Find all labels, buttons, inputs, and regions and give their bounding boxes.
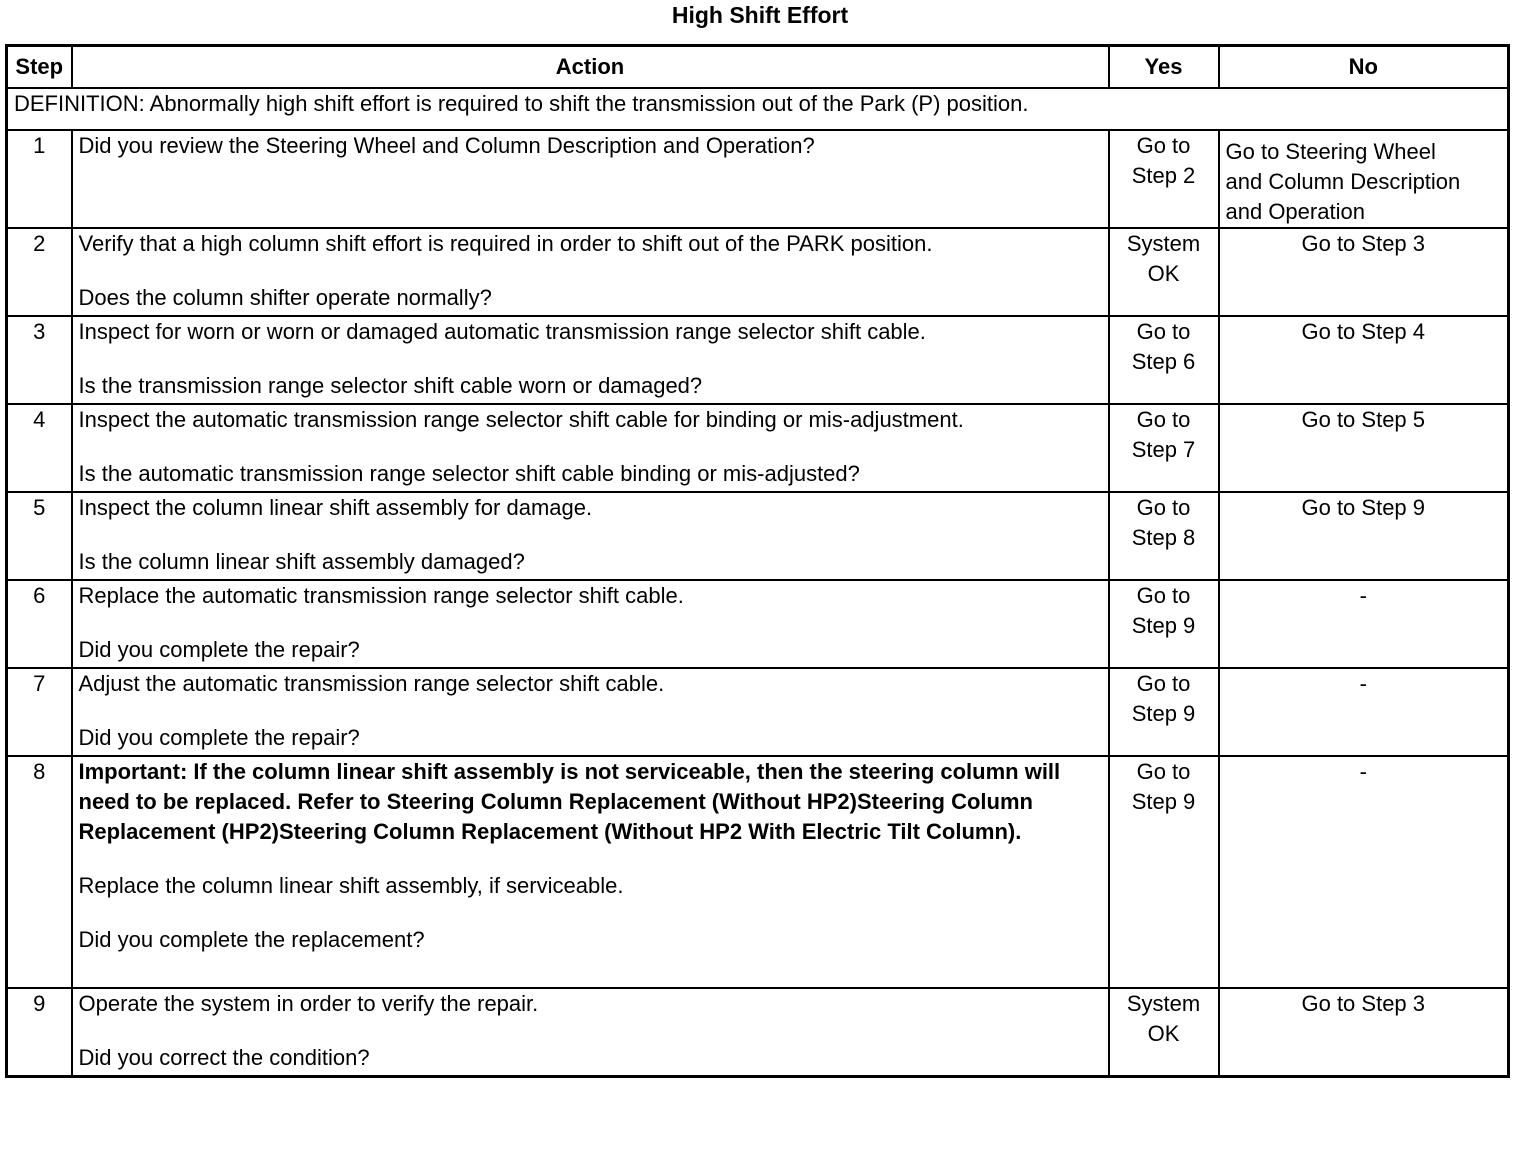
no-text: Go to Step 4 [1301, 319, 1426, 344]
table-row [7, 228, 1509, 316]
table-row [7, 668, 1509, 756]
table-row [7, 130, 1509, 228]
table-row [7, 316, 1509, 404]
action-question: Is the transmission range selector shift cable worn or damaged? [78, 373, 703, 398]
step-number: 1 [7, 130, 72, 228]
action-question: Does the column shifter operate normally? [78, 285, 492, 310]
definition-text: DEFINITION: Abnormally high shift effort is required to shift the transmission out of the Park (P) position. [7, 88, 1509, 130]
no-text: and Operation [1225, 199, 1365, 224]
important-notice: Important: If the column linear shift assembly is not serviceable, then the steering column will need to be replaced. Refer to Steering Column Replacement (Without HP2)Steering Column Replacement (HP2)Steering Column Replacement (Without HP2 With Electric Tilt Column). [78, 759, 1061, 844]
action-text: Verify that a high column shift effort is required in order to shift out of the PARK position. [78, 231, 933, 256]
no-cell [1219, 228, 1509, 316]
step-number: 7 [7, 668, 72, 756]
table-row [7, 404, 1509, 492]
no-text: - [1359, 759, 1367, 784]
no-text: - [1359, 671, 1367, 696]
action-text: Replace the column linear shift assembly, if serviceable. [78, 873, 624, 898]
action-question: Did you complete the repair? [78, 725, 360, 750]
no-cell [1219, 988, 1509, 1076]
no-text: and Column Description [1225, 169, 1461, 194]
action-question: Is the column linear shift assembly damaged? [78, 549, 525, 574]
step-number: 3 [7, 316, 72, 404]
table-row [7, 988, 1509, 1076]
step-number: 5 [7, 492, 72, 580]
yes-cell [1109, 668, 1219, 756]
step-number: 4 [7, 404, 72, 492]
yes-text: Step 8 [1131, 525, 1196, 550]
table-row [7, 756, 1509, 988]
no-cell [1219, 404, 1509, 492]
action-cell [72, 580, 1109, 668]
action-text: Inspect for worn or worn or damaged automatic transmission range selector shift cable. [78, 319, 926, 344]
no-text: Go to Step 9 [1301, 495, 1426, 520]
yes-text: Go to [1136, 407, 1191, 432]
action-cell [72, 130, 1109, 228]
action-cell [72, 492, 1109, 580]
no-cell [1219, 130, 1509, 228]
yes-cell [1109, 228, 1219, 316]
no-text: Go to Step 3 [1301, 231, 1426, 256]
step-number: 6 [7, 580, 72, 668]
action-text: Replace the automatic transmission range selector shift cable. [78, 583, 684, 608]
yes-text: Step 9 [1131, 613, 1196, 638]
action-text: Inspect the column linear shift assembly for damage. [78, 495, 593, 520]
yes-text: Go to [1136, 133, 1191, 158]
yes-cell [1109, 580, 1219, 668]
no-text: - [1359, 583, 1367, 608]
header-row [7, 46, 1509, 89]
action-question: Did you correct the condition? [78, 1045, 370, 1070]
yes-text: OK [1147, 261, 1180, 286]
header-step: Step [7, 46, 72, 89]
action-text: Did you review the Steering Wheel and Column Description and Operation? [78, 133, 815, 158]
definition-row [7, 88, 1509, 130]
no-text: Go to Steering Wheel [1225, 139, 1436, 164]
yes-cell [1109, 756, 1219, 988]
no-cell [1219, 492, 1509, 580]
yes-text: Step 9 [1131, 789, 1196, 814]
diagnostic-table [5, 44, 1510, 1078]
no-cell [1219, 580, 1509, 668]
action-cell [72, 988, 1109, 1076]
yes-cell [1109, 404, 1219, 492]
yes-cell [1109, 492, 1219, 580]
yes-text: Go to [1136, 319, 1191, 344]
header-action: Action [72, 46, 1109, 89]
action-cell [72, 404, 1109, 492]
action-question: Did you complete the replacement? [78, 927, 425, 952]
yes-cell [1109, 988, 1219, 1076]
step-number: 2 [7, 228, 72, 316]
action-cell [72, 316, 1109, 404]
action-cell [72, 756, 1109, 988]
yes-text: Step 7 [1131, 437, 1196, 462]
action-cell [72, 668, 1109, 756]
action-question: Did you complete the repair? [78, 637, 360, 662]
action-text: Inspect the automatic transmission range selector shift cable for binding or mis-adjustment. [78, 407, 964, 432]
table-row [7, 492, 1509, 580]
header-yes: Yes [1109, 46, 1219, 89]
yes-cell [1109, 130, 1219, 228]
no-cell [1219, 756, 1509, 988]
action-cell [72, 228, 1109, 316]
page-title: High Shift Effort [671, 2, 849, 28]
step-number: 8 [7, 756, 72, 988]
no-text: Go to Step 3 [1301, 991, 1426, 1016]
action-text: Adjust the automatic transmission range selector shift cable. [78, 671, 665, 696]
table-row [7, 580, 1509, 668]
no-cell [1219, 668, 1509, 756]
yes-text: Step 9 [1131, 701, 1196, 726]
header-no: No [1219, 46, 1509, 89]
yes-text: System [1126, 231, 1201, 256]
yes-text: OK [1147, 1021, 1180, 1046]
yes-text: Go to [1136, 583, 1191, 608]
step-number: 9 [7, 988, 72, 1076]
action-text: Operate the system in order to verify the repair. [78, 991, 539, 1016]
yes-text: Step 6 [1131, 349, 1196, 374]
no-cell [1219, 316, 1509, 404]
yes-text: Step 2 [1131, 163, 1196, 188]
action-question: Is the automatic transmission range selector shift cable binding or mis-adjusted? [78, 461, 860, 486]
yes-text: Go to [1136, 495, 1191, 520]
yes-text: Go to [1136, 671, 1191, 696]
yes-text: System [1126, 991, 1201, 1016]
no-text: Go to Step 5 [1301, 407, 1426, 432]
yes-text: Go to [1136, 759, 1191, 784]
yes-cell [1109, 316, 1219, 404]
